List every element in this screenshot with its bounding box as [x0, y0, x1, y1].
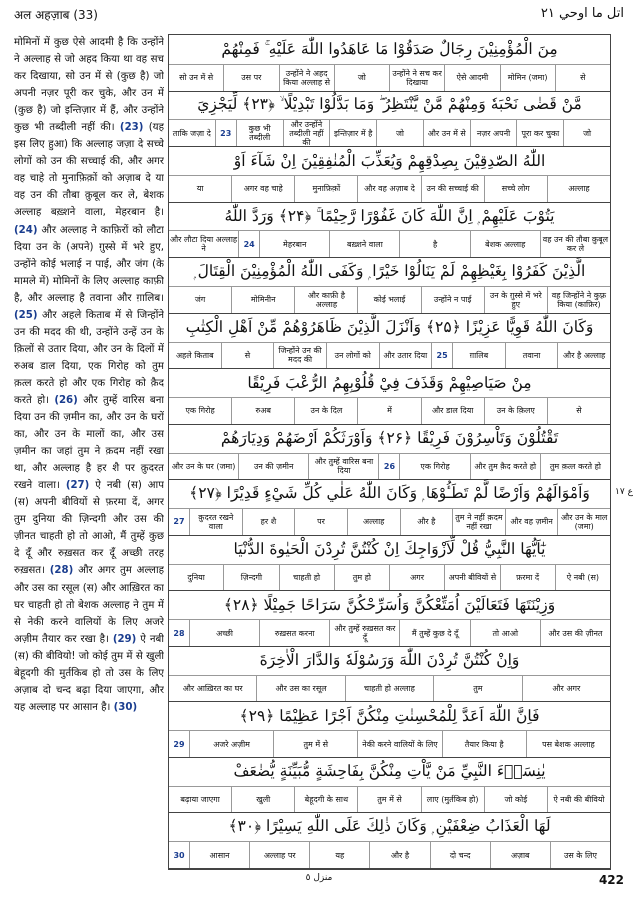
arabic-line: وَكَانَ اللّٰهُ قَوِيًّا عَزِيْزًا ﴿۲۵﴾ وَاَنْزَلَ الَّذِيْنَ ظَاهَرُوْهُمْ مِّنْ اَهْلِ الْكِتٰبِ — [169, 313, 610, 343]
gloss-cell: अजरे अज़ीम — [189, 731, 273, 757]
gloss-cell: मेहरबान — [259, 231, 329, 257]
gloss-cell: अच्छी — [189, 620, 259, 646]
gloss-cell: ताकि जज़ा दे — [172, 128, 211, 138]
gloss-cell: पस बेशक अल्लाह — [526, 731, 610, 757]
gloss-cell: उन की सच्चाई की — [421, 176, 484, 202]
translation-paragraph: (यह इस लिए हुआ) कि अल्लाह जज़ा दे सच्चे लोगों को उन की सच्चाई की, और अगर वह चाहे तो मुनाफ़िक़ों को अज़ाब दे या वह उन की तौबा क़ुबूल कर ले, बेशक अल्लाह बख़्शने वाला, मेहरबान है। — [14, 122, 164, 219]
arabic-line: مِنْ صَيَاصِيْهِمْ وَقَذَفَ فِيْ قُلُوْبِهِمُ الرُّعْبَ فَرِيْقًا — [169, 368, 610, 398]
gloss-cell: फ़रमा दें — [500, 565, 555, 591]
verse-block — [169, 202, 610, 258]
gloss-cell: और उस का रसूल — [256, 676, 344, 702]
gloss-cell: ऐसे आदमी — [444, 65, 499, 91]
gloss-row — [169, 454, 610, 481]
gloss-cell: और डाल दिया — [421, 398, 484, 424]
gloss-row — [169, 65, 610, 92]
gloss-row — [169, 398, 610, 425]
gloss-cell: खुली — [231, 787, 294, 813]
translation-paragraph: और अल्लाह ने काफ़िरों को लौटा दिया उन के (अपने) ग़ुस्से में भरे हुए, उन्होंने कोई भलाई न पाई, और जंग (के मामले में) मोमिनों के लिए अल्लाह काफ़ी है, और अल्लाह है तवाना और ग़ालिब। — [14, 224, 164, 304]
gloss-cell: तुम — [433, 676, 521, 702]
gloss-cell: रुख़सत करना — [259, 620, 329, 646]
gloss-cell: और अगर — [522, 676, 610, 702]
surah-title: अल अहज़ाब (33) — [14, 8, 98, 22]
gloss-cell: पूरा कर चुका — [516, 120, 563, 146]
gloss-cell: नज़र अपनी — [470, 120, 517, 146]
gloss-cell: जो कोई — [484, 787, 547, 813]
gloss-cell: अगर वह चाहे — [231, 176, 294, 202]
translation-paragraph: ऐ नबी (स) आप (स) अपनी बीवियों से फ़रमा दें, अगर तुम दुनिया की ज़िन्दगी और उस की ज़ीनत चाहती हो तो आओ, मैं तुम्हें कुछ दे दूँ और रुख़सत कर दूँ अच्छी तरह रुख़सत। — [14, 480, 164, 577]
gloss-cell: 24 — [238, 231, 259, 257]
ruku-marker: ع ١٧ — [615, 487, 633, 497]
verse-block — [169, 479, 610, 535]
gloss-cell: वह उन की तौबा क़ुबूल कर ले — [540, 231, 610, 257]
arabic-line: وَزِيْنَتَهَا فَتَعَالَيْنَ اُمَتِّعْكُنَّ وَاُسَرِّحْكُنَّ سَرَاحًا جَمِيْلًا ﴿۲۸﴾ — [169, 590, 610, 620]
verse-number: (23) — [119, 122, 144, 134]
gloss-cell: मुनाफ़िक़ों — [294, 176, 357, 202]
gloss-row — [169, 620, 610, 647]
gloss-cell: और उन के घर (जमा) — [171, 461, 236, 471]
gloss-cell: 28 — [173, 628, 185, 638]
gloss-cell: और काफ़ी है अल्लाह — [294, 287, 357, 313]
gloss-cell: तवाना — [505, 343, 558, 369]
gloss-cell: और तुम्हें रुख़सत कर दूँ — [329, 620, 399, 646]
gloss-cell: मोमिन (जमा) — [500, 65, 555, 91]
arabic-line: اللّٰهُ الصّٰدِقِيْنَ بِصِدْقِهِمْ وَيُعَذِّبَ الْمُنٰفِقِيْنَ اِنْ شَآءَ اَوْ — [169, 146, 610, 176]
gloss-cell: यह — [309, 842, 369, 868]
verse-number: (28) — [49, 565, 74, 577]
verse-number: (25) — [14, 309, 38, 321]
gloss-row — [169, 787, 610, 814]
gloss-cell: तुम ने नहीं क़दम नहीं रखा — [452, 509, 505, 535]
gloss-cell: उन्होंने ने सच कर दिखाया — [389, 65, 444, 91]
gloss-cell: से — [555, 65, 610, 91]
gloss-cell: बेहूदगी के साथ — [294, 787, 357, 813]
gloss-cell: और उन के माल (जमा) — [557, 509, 610, 535]
arabic-line: وَاِنْ كُنْتُنَّ تُرِدْنَ اللّٰهَ وَرَسُوْلَهٗ وَالدَّارَ الْاٰخِرَةَ — [169, 646, 610, 676]
gloss-cell: कोई भलाई — [357, 287, 420, 313]
gloss-cell: तुम में से — [357, 787, 420, 813]
manzil-label: منزل ٥ — [305, 873, 333, 883]
gloss-cell: बढ़ाया जाएगा — [180, 795, 220, 805]
gloss-cell: और वह ज़मीन — [505, 509, 558, 535]
verse-block — [169, 701, 610, 757]
verse-block — [169, 35, 610, 91]
gloss-cell: तुम क़त्ल करते हो — [540, 454, 610, 480]
gloss-cell: है — [399, 231, 469, 257]
gloss-cell: से — [547, 398, 610, 424]
gloss-cell: अल्लाह — [347, 509, 400, 535]
gloss-cell: वह जिन्होंने ने कुफ़्र किया (काफ़िर) — [547, 287, 610, 313]
gloss-cell: 27 — [173, 517, 185, 527]
gloss-row — [169, 565, 610, 592]
verse-block — [169, 646, 610, 702]
arabic-line: يٰنِسَاۗءَ النَّبِيِّ مَنْ يَّاْتِ مِنْكُنَّ بِفَاحِشَةٍ مُّبَيِّنَةٍ يُّضٰعَفْ — [169, 757, 610, 787]
gloss-cell: ऐ नबी की बीवियो — [547, 787, 610, 813]
verse-block — [169, 368, 610, 424]
arabic-line: مَّنْ قَضٰى نَحْبَهٗ وَمِنْهُمْ مَّنْ يَّنْتَظِرُ ۖ وَمَا بَدَّلُوْا تَبْدِيْلًا ۙ ﴿۲۳﴾ لِّيَجْزِيَ — [169, 91, 610, 121]
gloss-cell: लाए (मुर्तकिब हो) — [421, 787, 484, 813]
translation-paragraph: और अगर तुम अल्लाह और उस का रसूल (स) और आख़िरत का घर चाहती हो तो बेशक अल्लाह ने तुम में से नेकी करने वालियों के लिए अजरे अज़ीम तैयार कर रखा है। — [14, 565, 164, 645]
gloss-cell: जो — [563, 120, 610, 146]
gloss-cell: अहले किताब — [175, 350, 214, 360]
verse-number: (27) — [65, 480, 90, 492]
gloss-cell: ग़ालिब — [452, 343, 505, 369]
gloss-cell: बख़्शने वाला — [329, 231, 399, 257]
gloss-cell: दो चन्द — [430, 842, 490, 868]
arabic-line: وَاَمْوَالَهُمْ وَاَرْضًا لَّمْ تَطَـُٔوْهَا ۭ وَكَانَ اللّٰهُ عَلٰي كُلِّ شَيْءٍ قَدِيْرًا ﴿۲۷﴾ — [169, 479, 610, 509]
gloss-cell: 29 — [173, 739, 185, 749]
gloss-cell: पर — [294, 509, 347, 535]
gloss-cell: और आख़िरत का घर — [182, 684, 243, 694]
gloss-cell: ज़िन्दगी — [223, 565, 278, 591]
gloss-row — [169, 842, 610, 869]
gloss-cell: और है — [369, 842, 429, 868]
translation-column — [14, 34, 164, 870]
gloss-cell: अपनी बीवियों से — [444, 565, 499, 591]
translation-paragraph: और तुम्हें वारिस बना दिया उन की ज़मीन का, और उन के घरों का, और उन के मालों का, और उस ज़मीन का जहां तुम ने क़दम नहीं रखा था, और अल्लाह है हर शै पर क़ुदरत रखने वाला। — [14, 394, 164, 492]
translation-paragraph: और अहले किताब में से जिन्होंने उन की मदद की थी, उन्होंने उन्हें उन के क़िलों से उतार दिया, और उन के दिलों में रुअब डाल दिया, एक गिरोह को तुम क़त्ल करते हो और एक गिरोह को क़ैद करते हो। — [14, 309, 164, 406]
gloss-cell: रुअब — [231, 398, 294, 424]
verse-block — [169, 146, 610, 202]
gloss-cell: और उतार दिया — [379, 343, 432, 369]
gloss-cell: और है — [400, 509, 453, 535]
verse-block — [169, 590, 610, 646]
gloss-cell: और तुम्हें वारिस बना दिया — [308, 454, 378, 480]
gloss-cell: क़ुदरत रखने वाला — [189, 509, 242, 535]
gloss-cell: 23 — [215, 120, 236, 146]
verse-block — [169, 424, 610, 480]
verse-number: (24) — [14, 224, 38, 236]
gloss-cell: या — [196, 184, 204, 194]
verse-number: (29) — [112, 633, 137, 645]
gloss-cell: उन के क़िलए — [484, 398, 547, 424]
verse-block — [169, 91, 610, 147]
gloss-cell: और है अल्लाह — [557, 343, 610, 369]
gloss-cell: उन लोगों को — [326, 343, 379, 369]
gloss-row — [169, 176, 610, 203]
gloss-cell: तुम हो — [334, 565, 389, 591]
gloss-cell: सच्चे लोग — [484, 176, 547, 202]
gloss-cell: इन्तिज़ार में है — [329, 120, 376, 146]
gloss-cell: अगर — [389, 565, 444, 591]
word-by-word-column — [168, 34, 611, 870]
gloss-cell: और लौटा दिया अल्लाह ने — [169, 235, 238, 254]
gloss-cell: जो — [334, 65, 389, 91]
arabic-line: لَهَا الْعَذَابُ ضِعْفَيْنِ ۭ وَكَانَ ذٰلِكَ عَلَى اللّٰهِ يَسِيْرًا ﴿۳۰﴾ — [169, 812, 610, 842]
arabic-line: يٰٓاَيُّهَا النَّبِيُّ قُلْ لِّاَزْوَاجِكَ اِنْ كُنْتُنَّ تُرِدْنَ الْحَيٰوةَ الدُّنْيَا — [169, 535, 610, 565]
gloss-row — [169, 509, 610, 536]
gloss-cell: उस पर — [223, 65, 278, 91]
gloss-cell: अल्लाह पर — [249, 842, 309, 868]
gloss-cell: जिन्होंने उन की मदद की — [273, 343, 326, 369]
gloss-cell: तुम में से — [273, 731, 357, 757]
arabic-line: فَاِنَّ اللّٰهَ اَعَدَّ لِلْمُحْسِنٰتِ مِنْكُنَّ اَجْرًا عَظِيْمًا ﴿۲۹﴾ — [169, 701, 610, 731]
gloss-cell: एक गिरोह — [399, 454, 469, 480]
gloss-cell: मोमिनीन — [231, 287, 294, 313]
gloss-cell: तो आओ — [470, 620, 540, 646]
gloss-cell: जंग — [194, 295, 206, 305]
gloss-cell: आसान — [189, 842, 249, 868]
page-number: 422 — [598, 873, 624, 887]
gloss-row — [169, 731, 610, 758]
gloss-cell: 30 — [173, 850, 185, 860]
gloss-cell: एक गिरोह — [185, 406, 215, 416]
gloss-cell: चाहती हो — [279, 565, 334, 591]
gloss-cell: से — [221, 343, 274, 369]
gloss-cell: तैयार किया है — [442, 731, 526, 757]
verse-number: (26) — [54, 394, 78, 406]
gloss-cell: अल्लाह — [547, 176, 610, 202]
arabic-line: مِنَ الْمُؤْمِنِيْنَ رِجَالٌ صَدَقُوْا مَا عَاهَدُوا اللّٰهَ عَلَيْهِ ۚ فَمِنْهُمْ — [169, 35, 610, 65]
gloss-cell: 25 — [431, 343, 452, 369]
gloss-cell: उन के दिल — [294, 398, 357, 424]
page-footer — [14, 873, 624, 889]
verse-block — [169, 257, 610, 313]
gloss-row — [169, 676, 610, 703]
gloss-cell: जो — [376, 120, 423, 146]
gloss-cell: दुनिया — [187, 572, 205, 582]
verse-block — [169, 757, 610, 813]
gloss-cell: सो उन में से — [179, 73, 214, 83]
gloss-cell: बेशक अल्लाह — [470, 231, 540, 257]
gloss-cell: 26 — [378, 454, 399, 480]
gloss-cell: और उन्होंने तब्दीली नहीं की — [283, 120, 330, 146]
gloss-cell: और उस की ज़ीनत — [540, 620, 610, 646]
gloss-cell: उन की ज़मीन — [238, 454, 308, 480]
gloss-cell: ऐ नबी (स) — [555, 565, 610, 591]
gloss-cell: उन्होंने न पाई — [421, 287, 484, 313]
verse-block — [169, 313, 610, 369]
gloss-cell: में — [357, 398, 420, 424]
page-header — [14, 6, 624, 24]
gloss-cell: नेकी करने वालियों के लिए — [357, 731, 441, 757]
gloss-cell: कुछ भी तब्दीली — [236, 120, 283, 146]
verse-number: (30) — [113, 701, 138, 713]
gloss-cell: उन के ग़ुस्से में भरे हुए — [484, 287, 547, 313]
gloss-cell: और उन में से — [423, 120, 470, 146]
juz-title: اتل ما اوحي ٢١ — [540, 6, 624, 21]
arabic-line: يَتُوْبَ عَلَيْهِمْ ۭ اِنَّ اللّٰهَ كَانَ غَفُوْرًا رَّحِيْمًا ۚ ﴿۲۴﴾ وَرَدَّ اللّٰهُ — [169, 202, 610, 232]
gloss-cell: मैं तुम्हें कुछ दे दूँ — [399, 620, 469, 646]
gloss-row — [169, 120, 610, 147]
gloss-cell: चाहती हो अल्लाह — [345, 676, 433, 702]
translation-paragraph: मोमिनों में कुछ ऐसे आदमी है कि उन्होंने ने अल्लाह से जो अहद किया था वह सच कर दिखाया, सो उन में से (कुछ है) जो अपनी नज़र पूरी कर चुके, और उन में (कुछ है) जो इन्तिज़ार में हैं, और उन्होंने कुछ भी तब्दीली नहीं की। — [14, 37, 164, 134]
verse-block — [169, 812, 610, 868]
gloss-cell: अज़ाब — [490, 842, 550, 868]
translation-paragraph: ऐ नबी (स) की बीवियो! जो कोई तुम में से खुली बेहूदगी की मुर्तकिब हो तो उस के लिए अज़ाब दो चन्द बढ़ा दिया जाएगा, और यह अल्लाह पर आसान है। — [14, 633, 164, 713]
verse-block — [169, 535, 610, 591]
gloss-cell: उन्होंने ने अहद किया अल्लाह से — [279, 65, 334, 91]
arabic-line: الَّذِيْنَ كَفَرُوْا بِغَيْظِهِمْ لَمْ يَنَالُوْا خَيْرًا ۭ وَكَفَى اللّٰهُ الْمُؤْمِنِيْنَ الْقِتَالَ ۭ — [169, 257, 610, 287]
arabic-line: تَقْتُلُوْنَ وَتَاْسِرُوْنَ فَرِيْقًا ﴿۲۶﴾ وَاَوْرَثَكُمْ اَرْضَهُمْ وَدِيَارَهُمْ — [169, 424, 610, 454]
gloss-row — [169, 231, 610, 258]
gloss-cell: उस के लिए — [550, 842, 610, 868]
gloss-cell: और वह अज़ाब दे — [357, 176, 420, 202]
gloss-row — [169, 343, 610, 370]
gloss-row — [169, 287, 610, 314]
gloss-cell: और तुम क़ैद करते हो — [470, 454, 540, 480]
gloss-cell: हर शै — [242, 509, 295, 535]
